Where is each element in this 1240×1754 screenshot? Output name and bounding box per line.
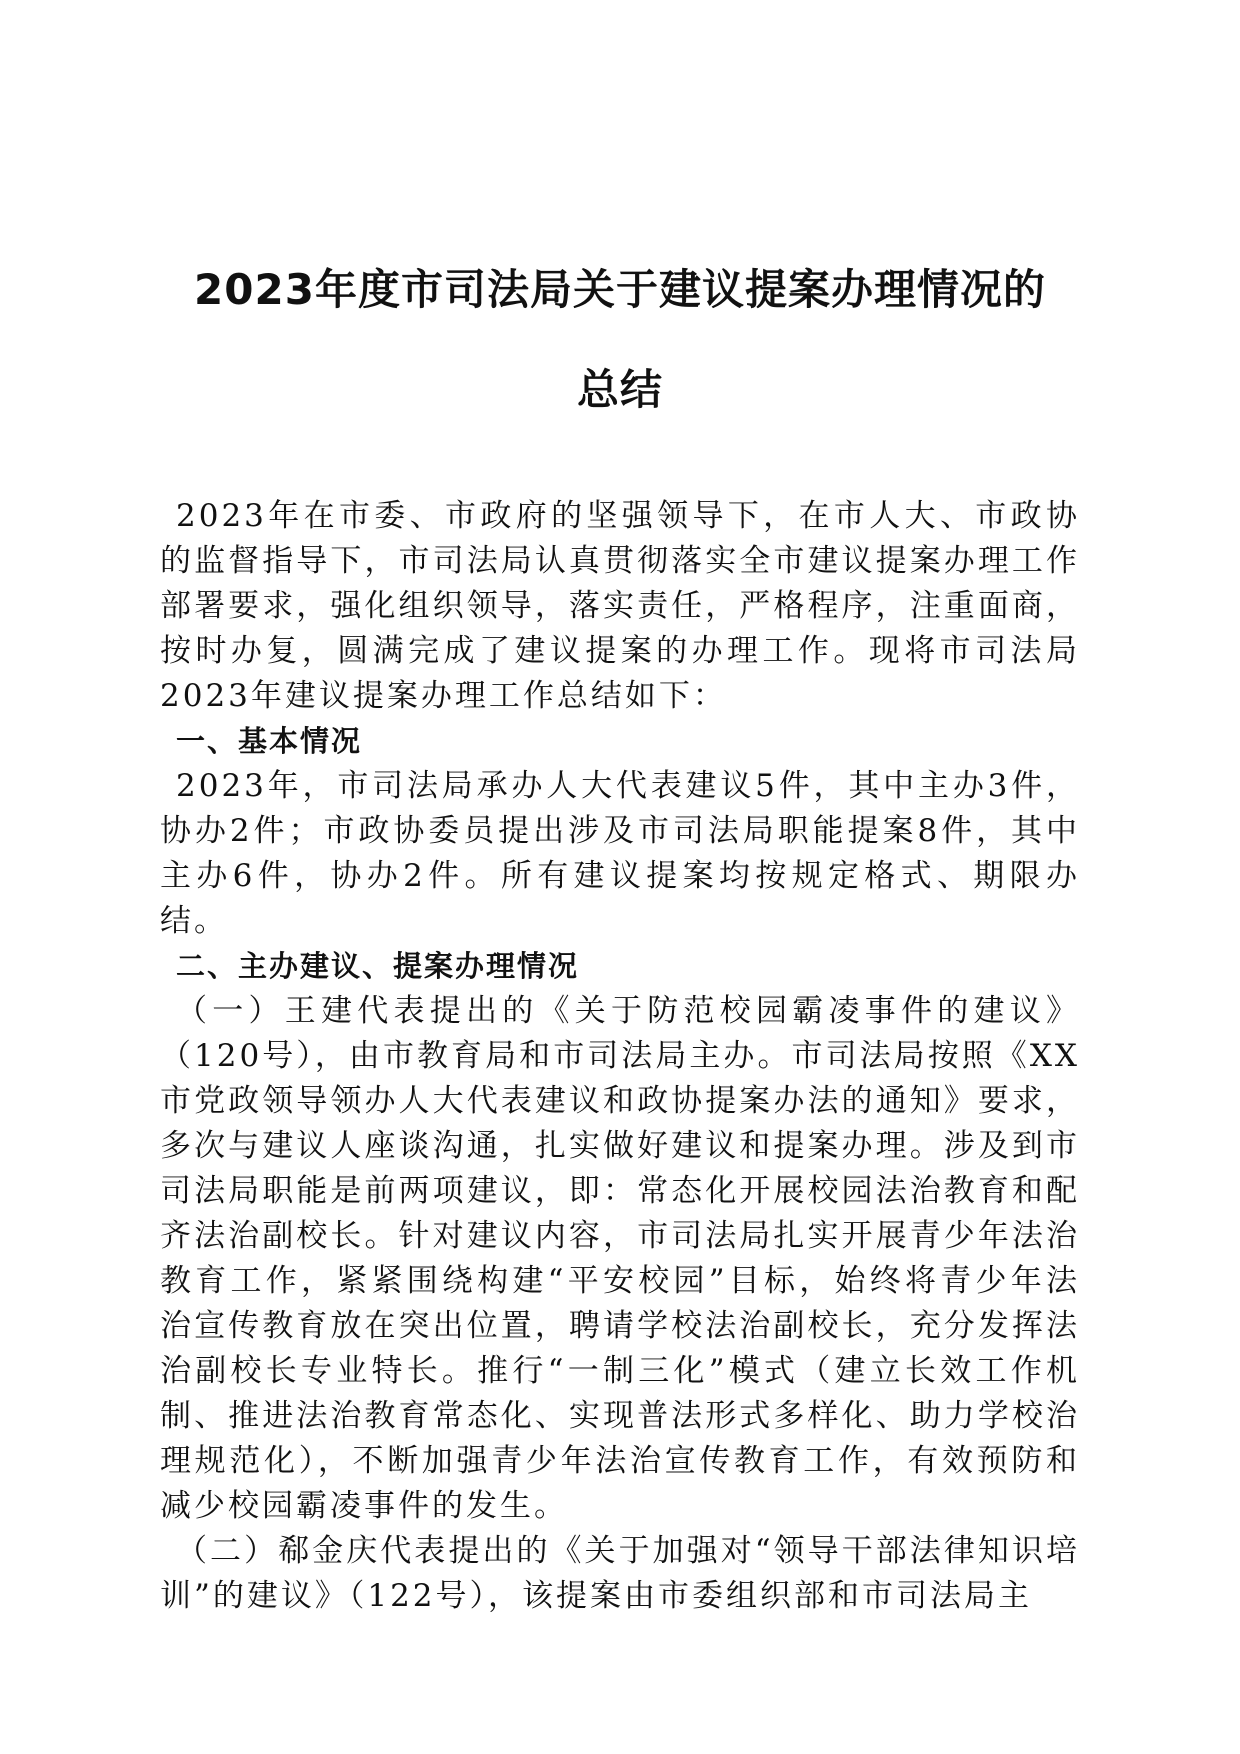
document-body bbox=[160, 494, 1080, 1619]
section-2-item-2: （二）郗金庆代表提出的《关于加强对“领导干部法律知识培训”的建议》（122号），该提案由市委组织部和市司法局主 bbox=[160, 1533, 1080, 1614]
document-page bbox=[160, 240, 1080, 1619]
section-1-paragraph: 2023年，市司法局承办人大代表建议5件，其中主办3件，协办2件；市政协委员提出涉及市司法局职能提案8件，其中主办6件，协办2件。所有建议提案均按规定格式、期限办结。 bbox=[160, 768, 1080, 939]
section-2-heading: 二、主办建议、提案办理情况 bbox=[176, 949, 580, 983]
title-line-2: 总结 bbox=[576, 365, 663, 414]
section-2-item-1: （一）王建代表提出的《关于防范校园霸凌事件的建议》（120号），由市教育局和市司法局主办。市司法局按照《XX市党政领导领办人大代表建议和政协提案办法的通知》要求，多次与建议人座谈沟通，扎实做好建议和提案办理。涉及到市司法局职能是前两项建议，即：常态化开展校园法治教育和配齐法治副校长。针对建议内容，市司法局扎实开展青少年法治教育工作，紧紧围绕构建“平安校园”目标，始终将青少年法治宣传教育放在突出位置，聘请学校法治副校长，充分发挥法治副校长专业特长。推行“一制三化”模式（建立长效工作机制、推进法治教育常态化、实现普法形式多样化、助力学校治理规范化），不断加强青少年法治宣传教育工作，有效预防和减少校园霸凌事件的发生。 bbox=[160, 993, 1080, 1524]
intro-paragraph: 2023年在市委、市政府的坚强领导下，在市人大、市政协的监督指导下，市司法局认真贯彻落实全市建议提案办理工作部署要求，强化组织领导，落实责任，严格程序，注重面商，按时办复，圆满完成了建议提案的办理工作。现将市司法局2023年建议提案办理工作总结如下： bbox=[160, 498, 1080, 714]
document-title bbox=[160, 240, 1080, 440]
title-line-1: 2023年度市司法局关于建议提案办理情况的 bbox=[194, 265, 1046, 314]
section-1-heading: 一、基本情况 bbox=[176, 724, 363, 758]
